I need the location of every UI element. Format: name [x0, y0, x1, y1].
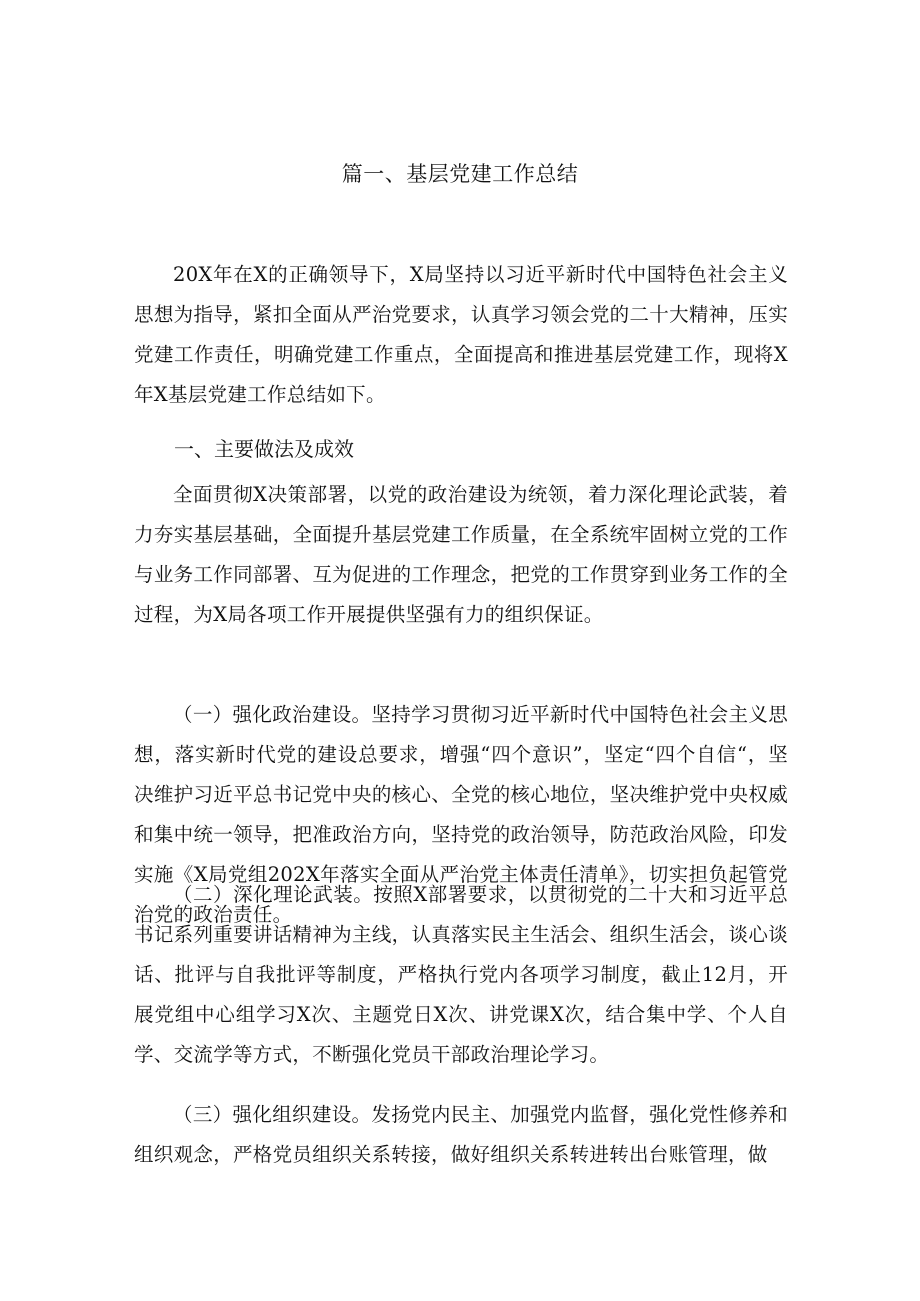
subsection-theory-armament: （二）深化理论武装。按照X部署要求，以贯彻党的二十大和习近平总书记系列重要讲话精神为主线，认真落实民主生活会、组织生活会，谈心谈话、批评与自我批评等制度，严格执行党内各项学习制度，截止12月，开展党组中心组学习X次、主题党日X次、讲党课X次，结合集中学、个人自学、交流学等方式，不断强化党员干部政治理论学习。 [134, 883, 788, 1066]
subsection-political-construction: （一）强化政治建设。坚持学习贯彻习近平新时代中国特色社会主义思想，落实新时代党的建设总要求，增强“四个意识”，坚定“四个自信“，坚决维护习近平总书记党中央的核心、全党的核心地位，坚决维护党中央权威和集中统一领导，把准政治方向，坚持党的政治领导，防范政治风险，印发实施《X局党组202X年落实全面从严治党主体责任清单》，切实担负起管党治党的政治责任。 [134, 703, 788, 926]
main-paragraph: 全面贯彻X决策部署，以党的政治建设为统领，着力深化理论武装，着力夯实基层基础，全面提升基层党建工作质量，在全系统牢固树立党的工作与业务工作同部署、互为促进的工作理念，把党的工作贯穿到业务工作的全过程，为X局各项工作开展提供坚强有力的组织保证。 [134, 483, 788, 626]
subsection-organization-construction: （三）强化组织建设。发扬党内民主、加强党内监督，强化党性修养和组织观念，严格党员组织关系转接，做好组织关系转进转出台账管理，做 [134, 1103, 788, 1166]
intro-paragraph: 20X年在X的正确领导下，X局坚持以习近平新时代中国特色社会主义思想为指导，紧扣全面从严治党要求，认真学习领会党的二十大精神，压实党建工作责任，明确党建工作重点，全面提高和推进基层党建工作，现将X年X基层党建工作总结如下。 [134, 263, 788, 406]
section-heading: 一、主要做法及成效 [174, 437, 354, 461]
document-title: 篇一、基层党建工作总结 [341, 162, 579, 186]
